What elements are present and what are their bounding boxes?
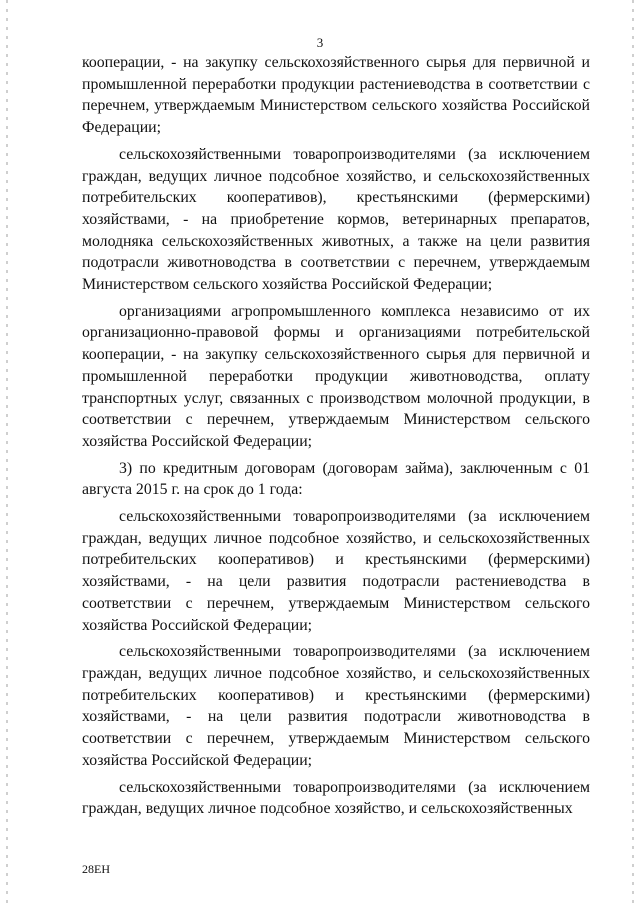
paragraph: сельскохозяйственными товаропроизводителями (за исключением граждан, ведущих личное подсобное хозяйство, и сельскохозяйственных потребительских кооперативов), крестьянскими (фермерскими) хозяйствами, - на приобретение кормов, ветеринарных препаратов, молодняка сельскохозяйственных животных, а также на цели развития подотрасли животноводства в соответствии с перечнем, утверждаемым Министерством сельского хозяйства Российской Федерации; — [82, 145, 590, 294]
paragraph: сельскохозяйственными товаропроизводителями (за исключением граждан, ведущих личное подсобное хозяйство, и сельскохозяйственных потребительских кооперативов) и крестьянскими (фермерскими) хозяйствами, - на цели развития подотрасли животноводства в соответствии с перечнем, утверждаемым Министерством сельского хозяйства Российской Федерации; — [82, 643, 590, 769]
footer-document-code: 28EH — [82, 862, 110, 876]
paragraph-numbered-item: 3) по кредитным договорам (договорам займа), заключенным с 01 августа 2015 г. на срок до 1 года: — [82, 459, 590, 499]
paragraph: сельскохозяйственными товаропроизводителями (за исключением граждан, ведущих личное подсобное хозяйство, и сельскохозяйственных потребительских кооперативов) и крестьянскими (фермерскими) хозяйствами, - на цели развития подотрасли растениеводства в соответствии с перечнем, утверждаемым Министерством сельского хозяйства Российской Федерации; — [82, 508, 590, 634]
paragraph: организациями агропромышленного комплекса независимо от их организационно-правовой формы и организациями потребительской кооперации, - на закупку сельскохозяйственного сырья для первичной и промышленной переработки продукции животноводства, оплату транспортных услуг, связанных с производством молочной продукции, в соответствии с перечнем, утверждаемым Министерством сельского хозяйства Российской Федерации; — [82, 302, 590, 450]
paragraph-continuation: кооперации, - на закупку сельскохозяйственного сырья для первичной и промышленной переработки продукции растениеводства в соответствии с перечнем, утверждаемым Министерством сельского хозяйства Российской Федерации; — [82, 54, 590, 137]
page-number: 3 — [316, 35, 324, 50]
paragraph: сельскохозяйственными товаропроизводителями (за исключением граждан, ведущих личное подсобное хозяйство, и сельскохозяйственных — [82, 778, 590, 818]
scan-edge-right — [632, 0, 634, 905]
scan-edge-left — [6, 0, 8, 905]
document-body — [82, 52, 590, 820]
